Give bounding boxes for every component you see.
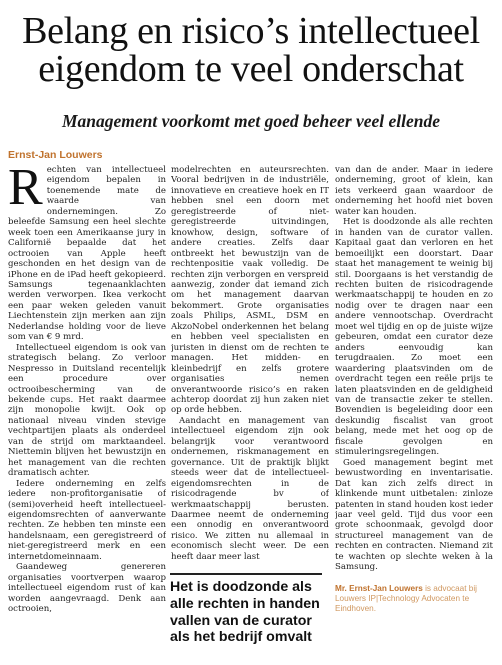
article-paragraph: Aandacht en management van intellectueel eigendom zijn ook belangrijk voor verantwoord ondernemen, riskmanagement en governance. Uit de praktijk blijkt steeds weer dat de intellectueel-eigendomsrechten in de risicodragende bv of werkmaatschappij berusten. Daarmee neemt de onderneming een onnodig en onverantwoord risico. We zitten nu allemaal in economisch slecht weer. De een heeft daar meer last <box>171 415 329 562</box>
article-paragraph: Gaandeweg genereren organisaties voortverpen waarop intellectueel eigendom rust of kan worden aangevraagd. Denk aan octrooien, <box>8 562 166 615</box>
pull-quote <box>170 579 322 646</box>
article-paragraph: Het is doodzonde als alle rechten in handen van de curator vallen. Kapitaal gaat dan verloren en het bemoeilijkt een doorstart. Daar staat het management te weinig bij stil. Doorgaans is het verstandig de rechten buiten de risicodragende werkmaatschappij te houden en zo nodig over te dragen naar een andere vennootschap. Overdracht moet wel tijdig en op de juiste wijze gebeuren, omdat een curator deze anders eenvoudig kan terugdraaien. Zo moet een waardering plaatsvinden om de overdracht tegen een reële prijs te laten plaatsvinden en de geldigheid van de transactie zeker te stellen. Bovendien is begeleiding door een deskundig fiscalist van groot belang, mede met het oog op de fiscale gevolgen en stimuleringsregelingen. <box>335 217 493 458</box>
article-paragraph: van dan de ander. Maar in iedere onderneming, groot of klein, kan iets verkeerd gaan waardoor de onderneming het hoofd niet boven water kan houden. <box>335 165 493 217</box>
subheadline: Management voorkomt met goed beheer veel ellende <box>61 111 441 131</box>
pull-quote-rule <box>170 573 322 575</box>
article-paragraph <box>8 165 166 343</box>
article-paragraph: modelrechten en auteursrechten. Vooral bedrijven in de industriële, innovatieve en creatieve hoek en IT hebben snel een doorn met geregistreerde of niet-geregistreerde uitvindingen, knowhow, design, software of andere creaties. Zelfs daar ontbreekt het bewustzijn van de rechtenpositie vaak volledig. De rechten zijn verborgen en verspreid aanwezig, zonder dat iemand zich om het management daarvan bekommert. Grote organisaties zoals Philips, ASML, DSM en AkzoNobel onderkennen het belang en hebben veel specialisten en juristen in dienst om de rechten te managen. Het midden- en kleinbedrijf en zelfs grotere organisaties nemen onverantwoorde risico’s en raken achterop doordat zij hun zaken niet op orde hebben. <box>171 165 329 416</box>
pull-quote-line: vallen van de curator <box>170 612 312 629</box>
headline <box>0 12 502 88</box>
byline: Ernst-Jan Louwers <box>8 149 103 161</box>
article-column-1 <box>8 165 166 665</box>
headline-line-2: eigendom te veel onderschat <box>38 48 464 90</box>
pull-quote-line: als het bedrijf omvalt <box>170 629 312 646</box>
author-name: Mr. Ernst-Jan Louwers <box>335 584 423 593</box>
article-paragraph: Goed management begint met bewustwording en inventarisatie. Dat kan zich zelfs direct in klinkende munt uitbetalen: zinloze patenten in stand houden kost ieder jaar veel geld. Tijd dus voor een grote schoonmaak, gevolgd door structureel management van de rechten en contracten. Niemand zit te wachten op slechte weken à la Samsung. <box>335 457 493 573</box>
author-note <box>335 584 495 614</box>
headline-line-1: Belang en risico’s intellectueel <box>22 10 480 52</box>
author-description: is advocaat bij Louwers IP|Technology Advocaten te Eindhoven. <box>335 584 477 613</box>
paragraph-text: echten van intellectueel eigendom bepalen in toenemende mate de waarde van ondernemingen. Zo beleefde Samsung een heel slechte week toen een Amerikaanse jury in Californië bepaalde dat het octrooien van Apple heeft geschonden en het design van de iPhone en de iPad heeft gekopieerd. Samsungs tegenaanklachten werden verworpen. Ikea verkocht een paar weken geleden vanuit Liechtenstein zijn merken aan zijn Nederlandse holding voor de lieve som van € 9 mrd. <box>8 165 166 343</box>
drop-cap: R <box>8 165 43 216</box>
article-paragraph: Intellectueel eigendom is ook van strategisch belang. Zo verloor Nespresso in Duitsland recentelijk een procedure over octrooibescherming van de bekende cups. Het raakt daarmee zijn monopolie kwijt. Ook op nationaal niveau vinden stevige vechtpartijen plaats als onderdeel van de strijd om marktaandeel. Niettemin blijven het bewustzijn en het management van die rechten dramatisch achter. <box>8 342 166 479</box>
article-paragraph: Iedere onderneming en zelfs iedere non-profitorganisatie of (semi)overheid heeft intellectueel-eigendomsrechten of aanverwante rechten. Ze hebben ten minste een handelsnaam, een geregistreerd of niet-geregistreerd merk en een internetdomeinnaam. <box>8 478 166 562</box>
pull-quote-line: alle rechten in handen <box>170 595 320 612</box>
pull-quote-line: Het is doodzonde als <box>170 579 312 595</box>
